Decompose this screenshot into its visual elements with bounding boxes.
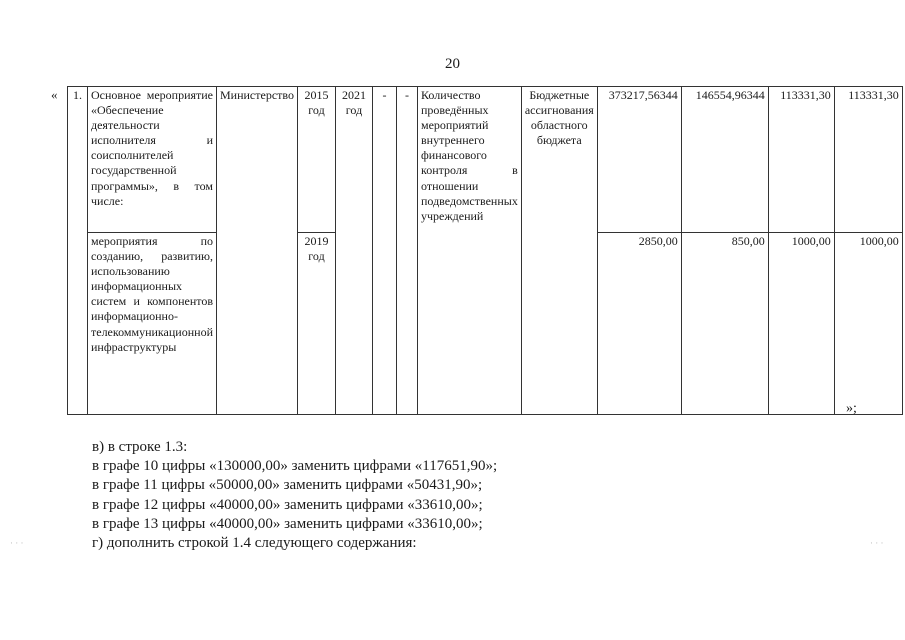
scan-speck: · · · [10,538,24,548]
col7-dash: - [397,87,418,415]
value-col13: 113331,30 [834,87,902,233]
value-col10: 373217,56344 [597,87,681,233]
table-row [68,87,903,233]
indicator-cell: Количество проведённых мероприятий внутреннего финансового контроля в отношении подведомственных учреждений [418,87,522,415]
instruction-line: в графе 12 цифры «40000,00» заменить цифрами «33610,00»; [92,496,483,513]
page-number: 20 [445,56,460,72]
activity-name: Основное мероприятие «Обеспечение деятельности исполнителя и соисполнителей государственной программы», в том числе: [88,87,217,233]
value-col12: 113331,30 [768,87,834,233]
instruction-line: в графе 11 цифры «50000,00» заменить цифрами «50431,90»; [92,477,483,494]
sub-activity-name: мероприятия по созданию, развитию, использованию информационных систем и компонентов информационно-телекоммуникационной инфраструктуры [88,233,217,415]
instruction-line: в) в строке 1.3: [92,439,188,455]
instruction-line: в графе 10 цифры «130000,00» заменить цифрами «117651,90»; [92,458,498,475]
funding-source: Бюджетные ассигнования областного бюджета [521,87,597,415]
scan-speck: · · · [870,538,884,548]
value-col11: 146554,96344 [681,87,768,233]
opening-quote: « [51,87,58,102]
amendment-instructions [92,438,497,553]
col6-dash: - [373,87,397,415]
instruction-line: г) дополнить строкой 1.4 следующего содержания: [92,535,417,552]
sub-value-col10: 2850,00 [597,233,681,415]
end-year: 2021 год [336,87,373,415]
sub-start-year: 2019 год [298,233,336,415]
amendment-table [67,86,903,415]
instruction-line: в графе 13 цифры «40000,00» заменить цифрами «33610,00»; [92,515,483,532]
sub-value-col12: 1000,00 [768,233,834,415]
sub-value-col13: 1000,00 [834,233,902,415]
start-year: 2015 год [298,87,336,233]
sub-value-col11: 850,00 [681,233,768,415]
closing-quote: »; [846,401,857,416]
row-number: 1. [68,87,88,415]
executor-cell: Министерство [217,87,298,415]
